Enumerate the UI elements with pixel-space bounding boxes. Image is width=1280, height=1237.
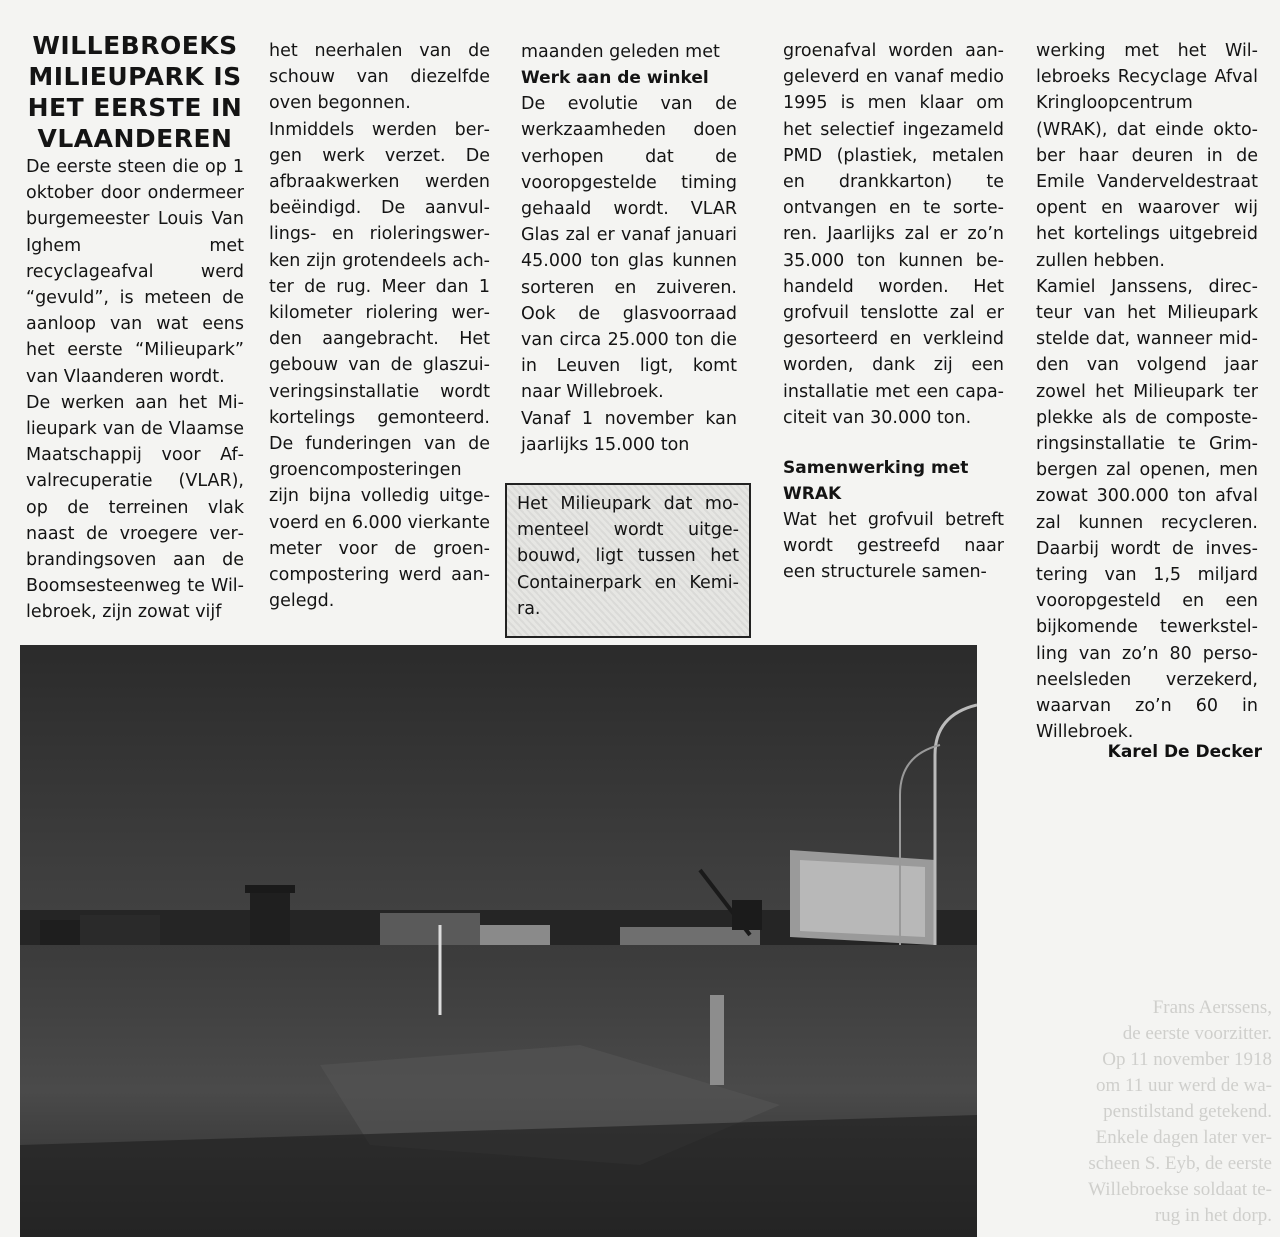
paragraph: groenafval worden aangeleverd en vanaf medio 1995 is men klaar om het selectief ingezameld PMD (plastiek, metalen en drankkarton) te ontvangen en te sorteren. Jaarlijks zal er zo’n 35.000 ton kunnen behandeld worden. Het grofvuil tenslotte zal er gesorteerd en verkleind worden, dank zij een installatie met een capaciteit van 30.000 ton. xyxy=(783,41,1004,428)
author-byline: Karel De Decker xyxy=(1107,742,1262,762)
construction-site-photo xyxy=(20,645,977,1237)
section-heading-samenwerking: Samenwerking met WRAK xyxy=(783,458,969,505)
paragraph: Wat het grofvuil betreft wordt gestreefd naar een structurele samen- xyxy=(783,510,1004,583)
bleed-through-text: Frans Aerssens, de eerste voorzitter. Op 11 november 1918 om 11 uur werd de wa- penstilstand getekend. Enkele dagen later ver- scheen S. Eyb, de eerste Willebroekse soldaat te- rug in het dorp. xyxy=(1088,997,1272,1226)
paragraph: Vanaf 1 november kan jaarlijks 15.000 ton xyxy=(521,408,737,455)
article-column-3 xyxy=(521,39,737,458)
article-column-4 xyxy=(783,38,1004,586)
paragraph: Kamiel Janssens, directeur van het Milieupark stelde dat, wanneer midden van volgend jaar zowel het Milieupark ter plekke als de composteringsinstallatie te Grimbergen zal openen, men zowat 300.000 ton afval zal kunnen recycleren. Daarbij wordt de investering van 1,5 miljard vooropgesteld en een bijkomende tewerkstelling van zo’n 80 personeelsleden verzekerd, waarvan zo’n 60 in Willebroek. xyxy=(1036,276,1258,743)
photo-caption-box: Het Milieupark dat momenteel wordt uitgebouwd, ligt tussen het Containerpark en Kemira. xyxy=(505,483,751,638)
article-column-5 xyxy=(1036,38,1258,745)
paragraph: Inmiddels werden bergen werk verzet. De afbraakwerken werden beëindigd. De aanvullings- en rioleringswerken zijn grotendeels achter de rug. Meer dan 1 kilometer riolering werden aangebracht. Het gebouw van de glaszuiveringsinstallatie wordt kortelings gemonteerd. De funderingen van de groencomposteringen zijn bijna volledig uitgevoerd en 6.000 vierkante meter voor de groencompostering werd aangelegd. xyxy=(269,119,490,612)
article-column-2 xyxy=(269,38,490,614)
paragraph: het neerhalen van de schouw van diezelfde oven begonnen. xyxy=(269,41,490,114)
paragraph: De werken aan het Milieupark van de Vlaamse Maatschappij voor Afvalrecuperatie (VLAR), op de terreinen vlak naast de vroegere verbrandingsoven aan de Boomsesteenweg te Willebroek, zijn zowat vijf xyxy=(26,392,244,623)
paragraph: De evolutie van de werkzaamheden doen verhopen dat de vooropgestelde timing gehaald wordt. VLAR Glas zal er vanaf januari 45.000 ton glas kunnen sorteren en zuiveren. Ook de glasvoorraad van circa 25.000 ton die in Leuven ligt, komt naar Willebroek. xyxy=(521,94,737,403)
paragraph: De eerste steen die op 1 oktober door ondermeer burgemeester Louis Van Ighem met recyclageafval werd “gevuld”, is meteen de aanloop van wat eens het eerste “Milieupark” van Vlaanderen wordt. xyxy=(26,157,244,387)
paragraph: werking met het Willebroeks Recyclage Afval Kringloopcentrum (WRAK), dat einde oktober haar deuren in de Emile Vanderveldestraat opent en waarover wij het kortelings uitgebreid zullen hebben. xyxy=(1036,41,1258,271)
section-heading-werk-aan-de-winkel: Werk aan de winkel xyxy=(521,68,709,89)
article-column-1 xyxy=(26,30,244,626)
paragraph: maanden geleden met xyxy=(521,42,720,62)
article-headline: WILLEBROEKS MILIEUPARK IS HET EERSTE IN VLAANDEREN xyxy=(27,31,243,153)
photo-illustration xyxy=(20,645,977,1237)
